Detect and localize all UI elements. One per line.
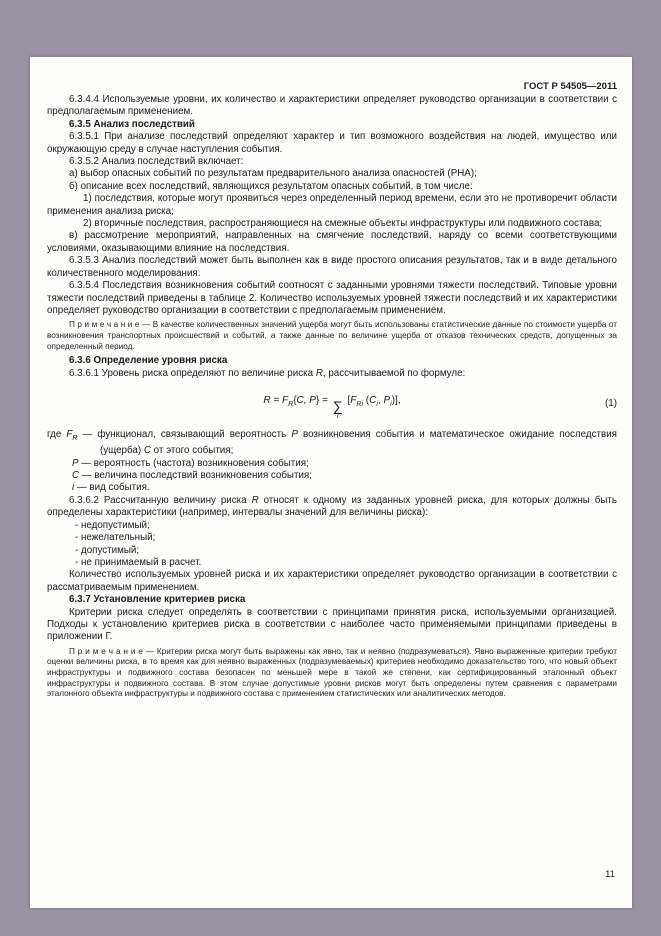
paragraph (47, 94, 617, 119)
paragraph (47, 368, 617, 380)
document-page (30, 57, 632, 908)
formula-block (47, 391, 617, 420)
page-content (47, 94, 617, 703)
text-run: 6.3.6.2 Рассчитанную величину риска (69, 494, 252, 506)
formula-term: } = (315, 394, 331, 406)
formula-subscript: i (376, 400, 378, 408)
text-run: 2) вторичные последствия, распространяющиеся на смежные объекты инфраструктуры или подвижного состава; (83, 218, 603, 230)
paragraph (47, 230, 617, 255)
document-code-header: ГОСТ Р 54505—2011 (523, 81, 617, 92)
text-run: 6.3.4.4 Используемые уровни, их количество и характеристики определяет руководство организации в соответствии с предполагаемым применением. (47, 94, 617, 118)
text-run: 1) последствия, которые могут проявиться через определенный период времени, если это не противоречит области применения анализа риска; (47, 193, 617, 217)
note-paragraph (47, 320, 617, 352)
formula-term: )], (391, 394, 401, 406)
text-run: П р и м е ч а н и е — В качестве количественных значений ущерба могут быть использованы статистические данные по стоимости ущерба от возникновения транспортных происшествий и событий, а также данные по величине ущерба от отказов технических средств, допущенных за определенный период. (47, 320, 617, 351)
paragraph (47, 181, 617, 193)
text-run: — вид события. (74, 482, 150, 494)
formula-term: R = F (263, 394, 289, 406)
text-run: а) выбор опасных событий по результатам предварительного анализа опасностей (PHA); (69, 168, 477, 180)
formula-subscript: R (288, 400, 294, 408)
paragraph (47, 218, 617, 230)
text-run: где (47, 428, 67, 440)
text-run: — величина последствий возникновения события; (79, 470, 312, 482)
content-before-formula (47, 94, 617, 380)
formula-number: (1) (605, 397, 617, 409)
text-run: - недопустимый; (75, 519, 150, 531)
heading (47, 594, 617, 606)
text-run: i (72, 482, 75, 494)
paragraph (47, 193, 617, 218)
list-item-dash (47, 557, 617, 569)
note-paragraph (47, 647, 617, 700)
text-run: C (143, 445, 151, 457)
text-run: П р и м е ч а н и е — Критерии риска могут быть выражены как явно, так и неявно (подразумеваться). Явно выраженные критерии требуют оценки величины риска, в то время как для неявно выраженных (подразумеваемых) критериев необходимо доказательство того, что новый объект инфраструктуры и подвижного состава безопасен по меньшей мере в такой же степени, как сертифицированный эталонный объект инфраструктуры и подвижного состава. В этом случае допустимые уровни рисков могут быть определены путем сравнения с параметрами эталонного объекта инфраструктуры и подвижного состава с применением статистических или аналитических методов. (47, 646, 617, 699)
text-run: 6.3.6.1 Уровень риска определяют по величине риска (69, 367, 316, 379)
text-run: 6.3.7 Установление критериев риска (69, 594, 246, 606)
text-run: Количество используемых уровней риска и их характеристики определяет руководство организации в соответствии с рассматриваемым применением. (47, 569, 617, 593)
content-after-formula (47, 429, 617, 700)
text-run: - нежелательный; (75, 532, 156, 544)
definition-item (47, 470, 617, 482)
list-item-dash (47, 545, 617, 557)
definition-item (47, 458, 617, 470)
formula-subscript: i (390, 400, 392, 408)
sigma-index: i (336, 412, 339, 420)
list-item-dash (47, 532, 617, 544)
formula-term: { (293, 394, 297, 406)
text-run: б) описание всех последствий, являющихся результатом опасных событий, в том числе: (69, 180, 473, 192)
text-run: Критерии риска следует определять в соответствии с принципами принятия риска, используемыми организацией. Подходы к установлению критериев риска в соответствии с наиболее часто применяемыми принципами приведены в приложении Г. (47, 606, 617, 643)
text-run: P (291, 428, 298, 440)
text-run: возникновения события и математическое ожидание последствия (ущерба) (100, 428, 617, 457)
formula-term: P (383, 394, 391, 406)
definition-item (47, 482, 617, 494)
text-run: R (251, 494, 259, 506)
formula-expression (263, 394, 401, 420)
formula-term: C, P (296, 394, 316, 406)
formula-subscript: Ri (356, 400, 364, 408)
paragraph (47, 280, 617, 317)
formula-term: ( (363, 394, 370, 406)
text-run: 6.3.5 Анализ последствий (69, 118, 195, 130)
formula-term: C (369, 394, 377, 406)
text-run: C (72, 470, 80, 482)
text-run: в) рассмотрение мероприятий, направленных на смягчение последствий, наряду со всеми соответствующими условиями, оказывающими влияние на последствия. (47, 230, 617, 254)
paragraph (47, 255, 617, 280)
sigma-glyph: ∑ (332, 397, 343, 414)
paragraph (47, 495, 617, 520)
text-run: — вероятность (частота) возникновения события; (78, 457, 309, 469)
heading (47, 355, 617, 367)
formula-term: [ (344, 394, 351, 406)
text-run: R (315, 367, 323, 379)
paragraph (47, 156, 617, 168)
text-run: - не принимаемый в расчет. (75, 556, 202, 568)
paragraph (47, 607, 617, 644)
text-run: 6.3.6 Определение уровня риска (69, 355, 228, 367)
formula-term: F (350, 394, 357, 406)
heading (47, 119, 617, 131)
summation-symbol (333, 399, 343, 420)
text-run: , рассчитываемой по формуле: (322, 367, 466, 379)
text-run: 6.3.5.3 Анализ последствий может быть выполнен как в виде простого описания результатов, так и в виде детального количественного моделирования. (47, 255, 617, 279)
text-run: относят к одному из заданных уровней риска, для которых должны быть определены характеристики (например, интервалы значений для величины риска): (47, 494, 617, 519)
text-run: 6.3.5.2 Анализ последствий включает: (69, 156, 244, 168)
text-run: - допустимый; (75, 544, 140, 556)
paragraph (47, 131, 617, 156)
list-item-dash (47, 520, 617, 532)
text-run: F (66, 428, 73, 440)
text-run: — функционал, связывающий вероятность (77, 428, 292, 440)
page-number: 11 (605, 869, 615, 880)
text-run: от этого события; (150, 445, 234, 457)
text-run: 6.3.5.4 Последствия возникновения событий соотносят с заданными уровнями тяжести последствий. Типовые уровни тяжести последствий приведены в таблице 2. Количество используемых уровней тяжести последствий и их характеристики определяет руководство организации в соответствии с предполагаемым применением. (47, 280, 617, 316)
formula-term: , (377, 394, 384, 406)
paragraph (47, 168, 617, 180)
text-run: 6.3.5.1 При анализе последствий определяют характер и тип возможного воздействия на людей, имущество или окружающую среду в случае наступления события. (47, 131, 617, 155)
paragraph (47, 569, 617, 594)
text-run: P (72, 457, 79, 469)
text-run: R (72, 434, 78, 442)
definition-item (47, 429, 617, 458)
